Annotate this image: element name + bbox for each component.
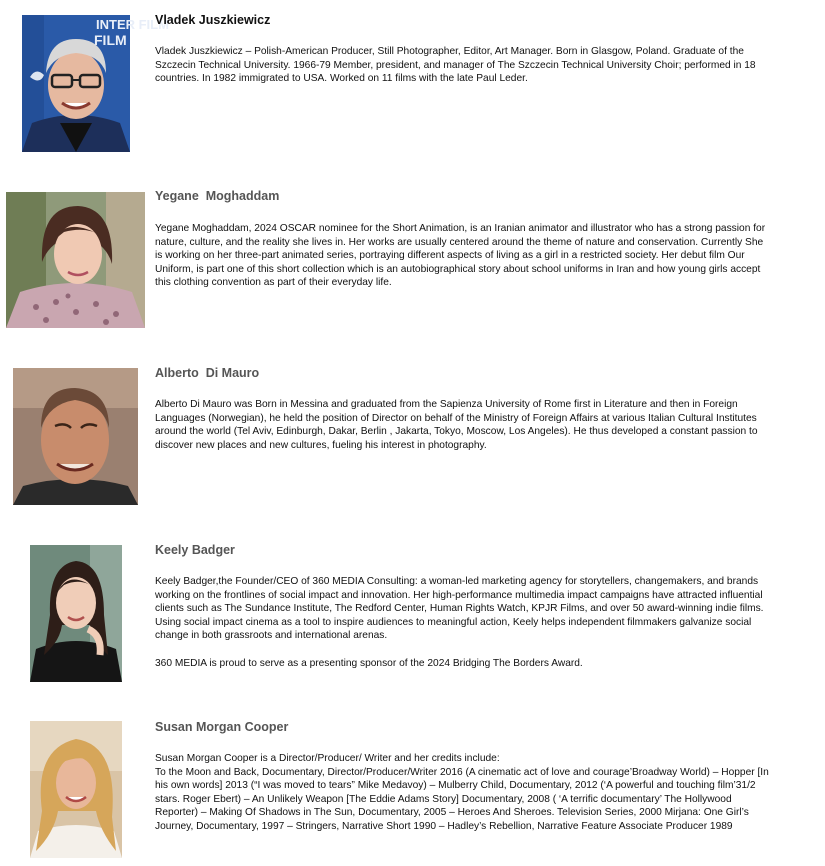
- person-bio: [155, 752, 770, 834]
- person-bio: [155, 398, 770, 452]
- bio-paragraph: Alberto Di Mauro was Born in Messina and graduated from the Sapienza University of Rome first in Literature and then in Foreign Languages (Norwegian), he held the position of Director on behalf of the Ministry of Foreign Affairs at various Italian Cultural Institutes around the world (Tel Aviv, Edinburgh, Dakar, Berlin , Jakarta, Tokyo, Moscow, Los Angeles). He thus developed a constant passion to discover new places and new cultures, fueling his interest in photography.: [155, 399, 758, 451]
- svg-text:FILM: FILM: [94, 32, 127, 48]
- person-bio: [155, 222, 770, 290]
- bio-paragraph: 360 MEDIA is proud to serve as a presenting sponsor of the 2024 Bridging The Borders Award.: [155, 657, 583, 669]
- portrait-photo-yegane: [6, 192, 145, 328]
- bio-paragraph: Susan Morgan Cooper is a Director/Producer/ Writer and her credits include: To the Moon and Back, Documentary, Director/Producer/Writer 2016 (A cinematic act of love and courage’Broadway World) – Hopper [In his own words] 2013 (“I was moved to tears” Mike Medavoy) – Mulberry Child, Documentary, 2012 (‘A powerful and touching film’31/2 stars. Roger Ebert) – An Unlikely Weapon [The Eddie Adams Story] Documentary, 2008 ( ‘A terrific documentary’ The Hollywood Reporter) – Making Of Shadows in The Sun, Documentary, 2005 – Heroes And Sheroes. Television Series, 2000 Mirjana: One Girl’s Journey, Documentary, 1997 – Stringers, Narrative Short 1990 – Hadley’s Rebellion, Narrative Feature Associate Producer 1989: [155, 753, 769, 832]
- portrait-photo-vladek: [22, 15, 169, 152]
- person-name: Yegane Moghaddam: [155, 189, 280, 203]
- bio-paragraph: Yegane Moghaddam, 2024 OSCAR nominee for the Short Animation, is an Iranian animator and illustrator who has a strong passion for nature, culture, and the reality she lives in. Her works are usually centered around the theme of nature and conservation. Currently She is working on her three-part animated series, portraying different aspects of living as a girl in a restricted society. Her debut film Our Uniform, is part one of this short collection which is an autobiographical story about school uniforms in Iran and how young girls accept this clothing convention as part of their everyday life.: [155, 223, 766, 289]
- person-bio: [155, 45, 770, 86]
- person-name: Keely Badger: [155, 543, 235, 557]
- bio-paragraph: Keely Badger,the Founder/CEO of 360 MEDIA Consulting: a woman-led marketing agency for storytellers, changemakers, and brands working on the frontlines of social impact and innovation. Her high-performance multimedia impact campaigns have attracted influential clients such as The Sundance Institute, The Redford Center, Human Rights Watch, KPJR Films, and over 50 award-winning indie films. Using social impact cinema as a tool to inspire audiences to meaningful action, Keely helps independent filmmakers galvanize social change in both grassroots and international arenas.: [155, 576, 764, 642]
- portrait-photo-alberto: [13, 368, 138, 505]
- portrait-photo-susan: [30, 721, 122, 858]
- person-name: Alberto Di Mauro: [155, 366, 260, 380]
- portrait-photo-keely: [30, 545, 122, 682]
- person-name: Vladek Juszkiewicz: [155, 13, 271, 27]
- person-name: Susan Morgan Cooper: [155, 720, 289, 734]
- backdrop-text: INTER FILM: [96, 17, 169, 32]
- person-bio: [155, 575, 770, 670]
- bio-paragraph: Vladek Juszkiewicz – Polish-American Producer, Still Photographer, Editor, Art Manager. Born in Glasgow, Poland. Graduate of the Szczecin Technical University. 1966-79 Member, president, and manager of The Szczecin Technical University Choir; performed in 18 countries. In 1982 immigrated to USA. Worked on 11 films with the late Paul Leder.: [155, 46, 756, 85]
